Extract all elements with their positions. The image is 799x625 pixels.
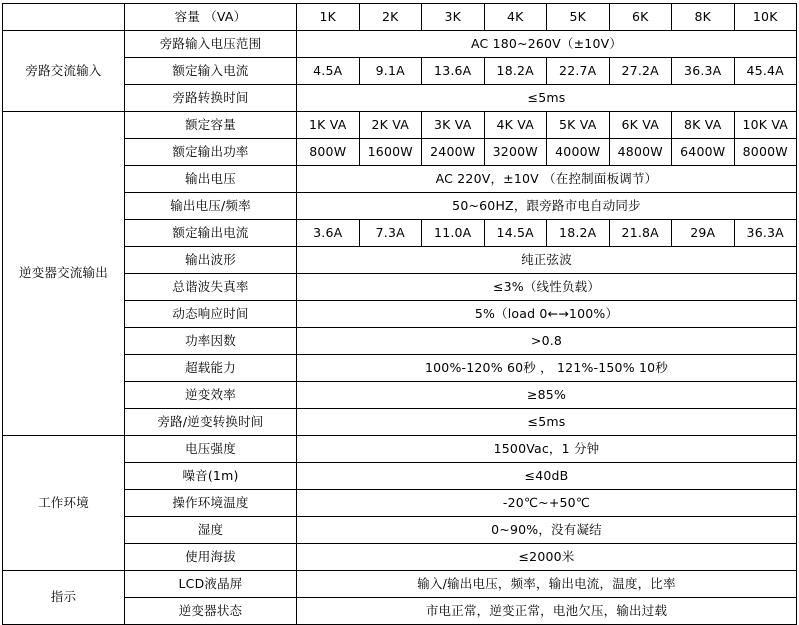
row-value-merged: AC 180~260V（±10V）: [297, 31, 797, 58]
row-value-cell: 4000W: [547, 139, 610, 166]
row-value-cell: 9.1A: [359, 58, 422, 85]
row-value-merged: 纯正弦波: [297, 247, 797, 274]
row-label: LCD液晶屏: [125, 571, 297, 598]
row-value-cell: 36.3A: [672, 58, 735, 85]
group-label-3: 指示: [3, 571, 125, 625]
row-value-cell: 6K VA: [609, 112, 672, 139]
row-label: 总谐波失真率: [125, 274, 297, 301]
table-row: [3, 31, 797, 58]
row-value-cell: 22.7A: [547, 58, 610, 85]
row-label: 操作环境温度: [125, 490, 297, 517]
row-label: 旁路输入电压范围: [125, 31, 297, 58]
row-value-cell: 3.6A: [297, 220, 360, 247]
row-value-cell: 11.0A: [422, 220, 485, 247]
row-value-merged: ≤5ms: [297, 409, 797, 436]
header-model-4K: 4K: [484, 4, 547, 31]
specification-table: [2, 3, 797, 625]
row-value-merged: 50~60HZ，跟旁路市电自动同步: [297, 193, 797, 220]
row-value-merged: 100%-120% 60秒 ， 121%-150% 10秒: [297, 355, 797, 382]
row-value-cell: 45.4A: [734, 58, 797, 85]
row-value-cell: 8K VA: [672, 112, 735, 139]
row-value-cell: 10K VA: [734, 112, 797, 139]
row-value-merged: ≤2000米: [297, 544, 797, 571]
row-value-cell: 4800W: [609, 139, 672, 166]
row-label: 旁路转换时间: [125, 85, 297, 112]
row-value-cell: 800W: [297, 139, 360, 166]
row-value-cell: 18.2A: [484, 58, 547, 85]
header-group-blank: [3, 4, 125, 31]
group-label-1: 逆变器交流输出: [3, 112, 125, 436]
row-label: 额定输出功率: [125, 139, 297, 166]
row-value-merged: 0~90%，没有凝结: [297, 517, 797, 544]
row-label: 输出波形: [125, 247, 297, 274]
row-label: 逆变器状态: [125, 598, 297, 625]
row-label: 动态响应时间: [125, 301, 297, 328]
row-value-merged: AC 220V，±10V （在控制面板调节）: [297, 166, 797, 193]
row-value-merged: ≥85%: [297, 382, 797, 409]
row-label: 旁路/逆变转换时间: [125, 409, 297, 436]
row-label: 使用海拔: [125, 544, 297, 571]
row-value-cell: 8000W: [734, 139, 797, 166]
row-value-merged: ≤5ms: [297, 85, 797, 112]
header-model-6K: 6K: [609, 4, 672, 31]
row-value-cell: 3200W: [484, 139, 547, 166]
group-label-0: 旁路交流输入: [3, 31, 125, 112]
table-row: [3, 112, 797, 139]
row-value-cell: 7.3A: [359, 220, 422, 247]
row-label: 噪音(1m): [125, 463, 297, 490]
row-value-merged: ≤40dB: [297, 463, 797, 490]
row-value-merged: >0.8: [297, 328, 797, 355]
row-label: 湿度: [125, 517, 297, 544]
row-label: 输出电压/频率: [125, 193, 297, 220]
row-label: 电压强度: [125, 436, 297, 463]
row-value-cell: 3K VA: [422, 112, 485, 139]
row-value-cell: 2K VA: [359, 112, 422, 139]
table-header-row: [3, 4, 797, 31]
row-value-cell: 2400W: [422, 139, 485, 166]
row-value-cell: 4K VA: [484, 112, 547, 139]
row-label: 逆变效率: [125, 382, 297, 409]
header-capacity-label: 容量 （VA）: [125, 4, 297, 31]
row-label: 额定容量: [125, 112, 297, 139]
row-value-cell: 6400W: [672, 139, 735, 166]
row-label: 额定输出电流: [125, 220, 297, 247]
row-label: 额定输入电流: [125, 58, 297, 85]
header-model-8K: 8K: [672, 4, 735, 31]
row-label: 功率因数: [125, 328, 297, 355]
row-value-cell: 4.5A: [297, 58, 360, 85]
row-value-cell: 27.2A: [609, 58, 672, 85]
row-value-cell: 29A: [672, 220, 735, 247]
header-model-10K: 10K: [734, 4, 797, 31]
row-value-cell: 36.3A: [734, 220, 797, 247]
header-model-5K: 5K: [547, 4, 610, 31]
row-value-merged: 市电正常，逆变正常，电池欠压，输出过载: [297, 598, 797, 625]
row-value-cell: 13.6A: [422, 58, 485, 85]
row-label: 超载能力: [125, 355, 297, 382]
row-value-cell: 1600W: [359, 139, 422, 166]
group-label-2: 工作环境: [3, 436, 125, 571]
header-model-3K: 3K: [422, 4, 485, 31]
row-value-cell: 5K VA: [547, 112, 610, 139]
row-value-cell: 1K VA: [297, 112, 360, 139]
row-value-cell: 21.8A: [609, 220, 672, 247]
table-row: [3, 436, 797, 463]
row-value-cell: 14.5A: [484, 220, 547, 247]
table-body: [3, 4, 797, 625]
row-value-merged: -20℃~+50℃: [297, 490, 797, 517]
row-value-merged: 输入/输出电压，频率，输出电流，温度，比率: [297, 571, 797, 598]
header-model-1K: 1K: [297, 4, 360, 31]
row-label: 输出电压: [125, 166, 297, 193]
row-value-merged: ≤3%（线性负载）: [297, 274, 797, 301]
row-value-merged: 1500Vac，1 分钟: [297, 436, 797, 463]
header-model-2K: 2K: [359, 4, 422, 31]
row-value-merged: 5%（load 0←→100%）: [297, 301, 797, 328]
table-row: [3, 571, 797, 598]
row-value-cell: 18.2A: [547, 220, 610, 247]
